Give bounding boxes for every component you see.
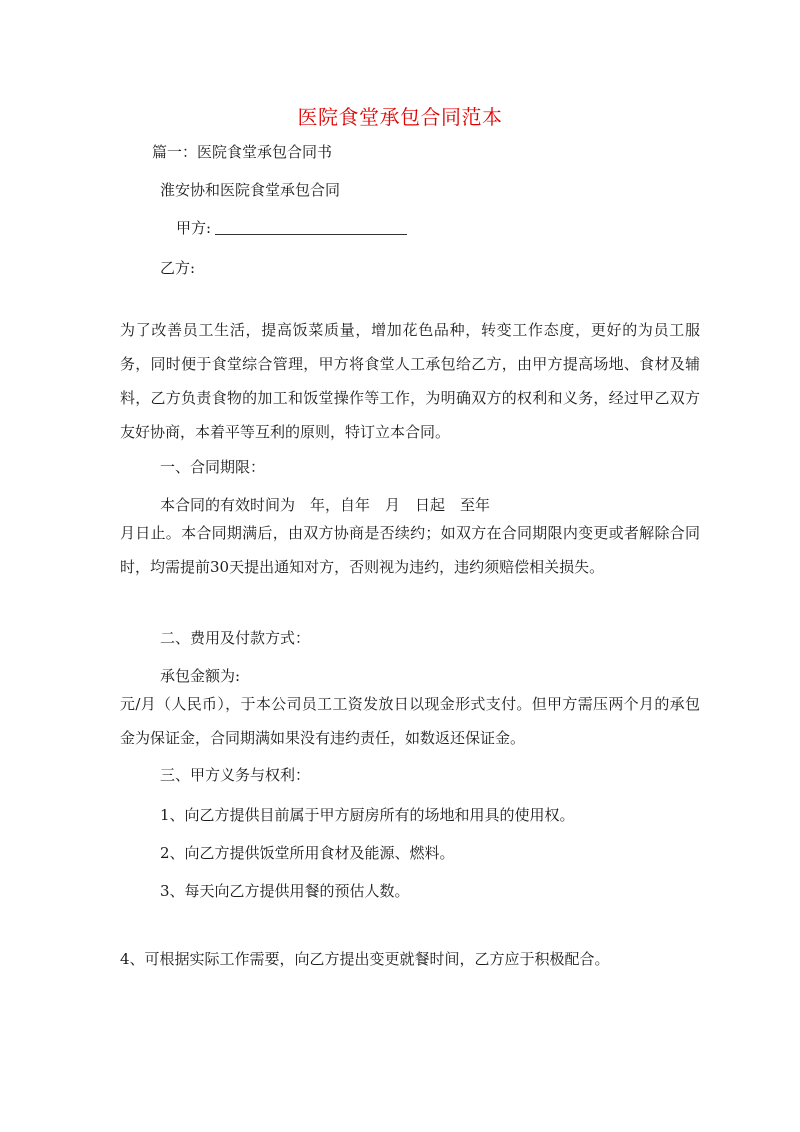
clause1-heading: 一、合同期限： (160, 458, 266, 476)
party-a-row (176, 213, 756, 243)
clause2-line1: 承包金额为: (160, 667, 241, 685)
contract-name: 淮安协和医院食堂承包合同 (160, 181, 341, 199)
party-a-blank (215, 218, 407, 235)
clause1-line1: 本合同的有效时间为 年，自年 月 日起 至年 (160, 496, 491, 514)
clause3-heading: 三、甲方义务与权利： (160, 766, 311, 784)
clause3-item1: 1、向乙方提供目前属于甲方厨房所有的场地和用具的使用权。 (160, 806, 575, 824)
clause2-paragraph: 元/月（人民币），于本公司员工工资发放日以现金形式支付。但甲方需压两个月的承包金为保证金，合同期满如果没有违约责任，如数返还保证金。 (120, 695, 700, 747)
clause3-item3: 3、每天向乙方提供用餐的预估人数。 (160, 882, 410, 900)
party-a-label: 甲方: (176, 219, 212, 237)
clause3-item4: 4、可根据实际工作需要，向乙方提出变更就餐时间，乙方应于积极配合。 (120, 950, 610, 968)
clause1-paragraph: 月日止。本合同期满后，由双方协商是否续约；如双方在合同期限内变更或者解除合同时，均需提前30天提出通知对方，否则视为违约，违约须赔偿相关损失。 (120, 524, 700, 576)
party-b-label: 乙方: (160, 259, 196, 277)
document-title: 医院食堂承包合同范本 (297, 105, 503, 129)
intro-paragraph: 为了改善员工生活，提高饭菜质量，增加花色品种，转变工作态度，更好的为员工服务，同时便于食堂综合管理，甲方将食堂人工承包给乙方，由甲方提高场地、食材及辅料，乙方负责食物的加工和饭堂操作等工作，为明确双方的权利和义务，经过甲乙双方友好协商，本着平等互利的原则，特订立本合同。 (120, 321, 700, 441)
clause3-item2: 2、向乙方提供饭堂所用食材及能源、燃料。 (160, 844, 455, 862)
section-heading: 篇一：医院食堂承包合同书 (152, 143, 333, 161)
clause2-heading: 二、费用及付款方式： (160, 629, 311, 647)
